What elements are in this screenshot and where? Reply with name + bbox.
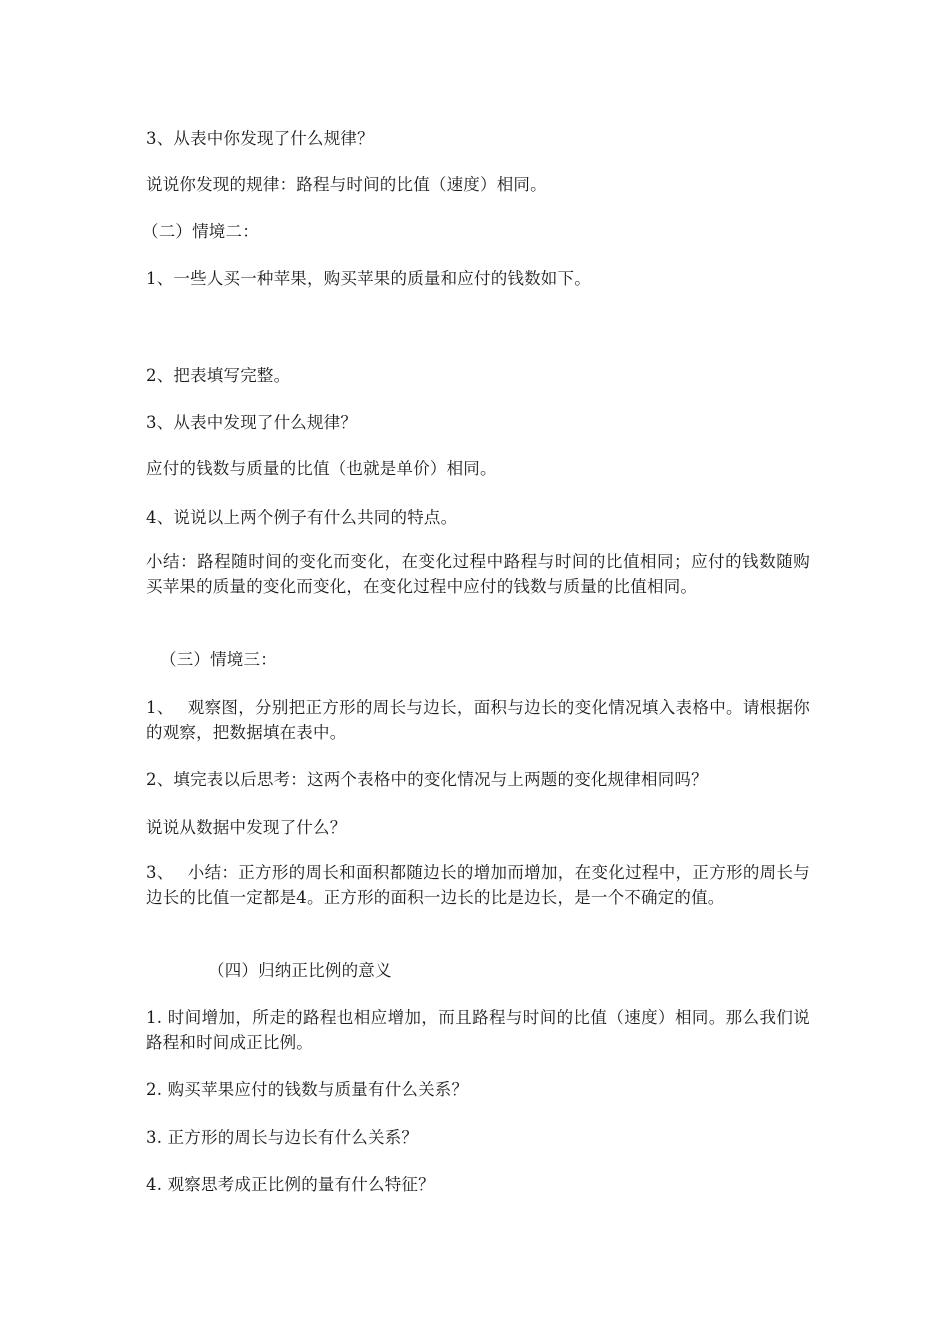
scenario-two-item-3: 3、从表中发现了什么规律？: [146, 413, 358, 432]
section-scenario-two-heading: （二）情境二：: [142, 222, 259, 241]
scenario-two-item-4: 4、说说以上两个例子有什么共同的特点。: [146, 508, 458, 527]
pattern-unit-price-same: 应付的钱数与质量的比值（也就是单价）相同。: [146, 459, 497, 478]
scenario-three-summary: 3、 小结：正方形的周长和面积都随边长的增加而增加，在变化过程中，正方形的周长与边长的比值一定都是4。正方形的面积一边长的比是边长，是一个不确定的值。: [146, 863, 810, 907]
section-four-heading: （四）归纳正比例的意义: [208, 961, 392, 980]
scenario-three-item-1: 1、 观察图，分别把正方形的周长与边长，面积与边长的变化情况填入表格中。请根据你的观察，把数据填在表中。: [146, 698, 810, 742]
question-find-pattern-1: 3、从表中你发现了什么规律？: [146, 129, 374, 148]
scenario-three-question: 说说从数据中发现了什么？: [146, 818, 347, 837]
pattern-speed-same: 说说你发现的规律：路程与时间的比值（速度）相同。: [146, 175, 547, 194]
section-four-item-4: 4. 观察思考成正比例的量有什么特征？: [146, 1175, 435, 1194]
scenario-two-item-2: 2、把表填写完整。: [146, 366, 291, 385]
scenario-two-item-1: 1、一些人买一种苹果，购买苹果的质量和应付的钱数如下。: [146, 269, 591, 288]
scenario-three-item-2: 2、填完表以后思考：这两个表格中的变化情况与上两题的变化规律相同吗？: [146, 770, 708, 789]
section-four-item-1: 1. 时间增加，所走的路程也相应增加，而且路程与时间的比值（速度）相同。那么我们说路程和时间成正比例。: [146, 1008, 810, 1052]
section-scenario-three-heading: （三）情境三：: [160, 650, 277, 669]
summary-paragraph-1: 小结：路程随时间的变化而变化，在变化过程中路程与时间的比值相同；应付的钱数随购买苹果的质量的变化而变化，在变化过程中应付的钱数与质量的比值相同。: [146, 552, 810, 596]
section-four-item-2: 2. 购买苹果应付的钱数与质量有什么关系？: [146, 1080, 469, 1099]
section-four-item-3: 3. 正方形的周长与边长有什么关系？: [146, 1128, 419, 1147]
